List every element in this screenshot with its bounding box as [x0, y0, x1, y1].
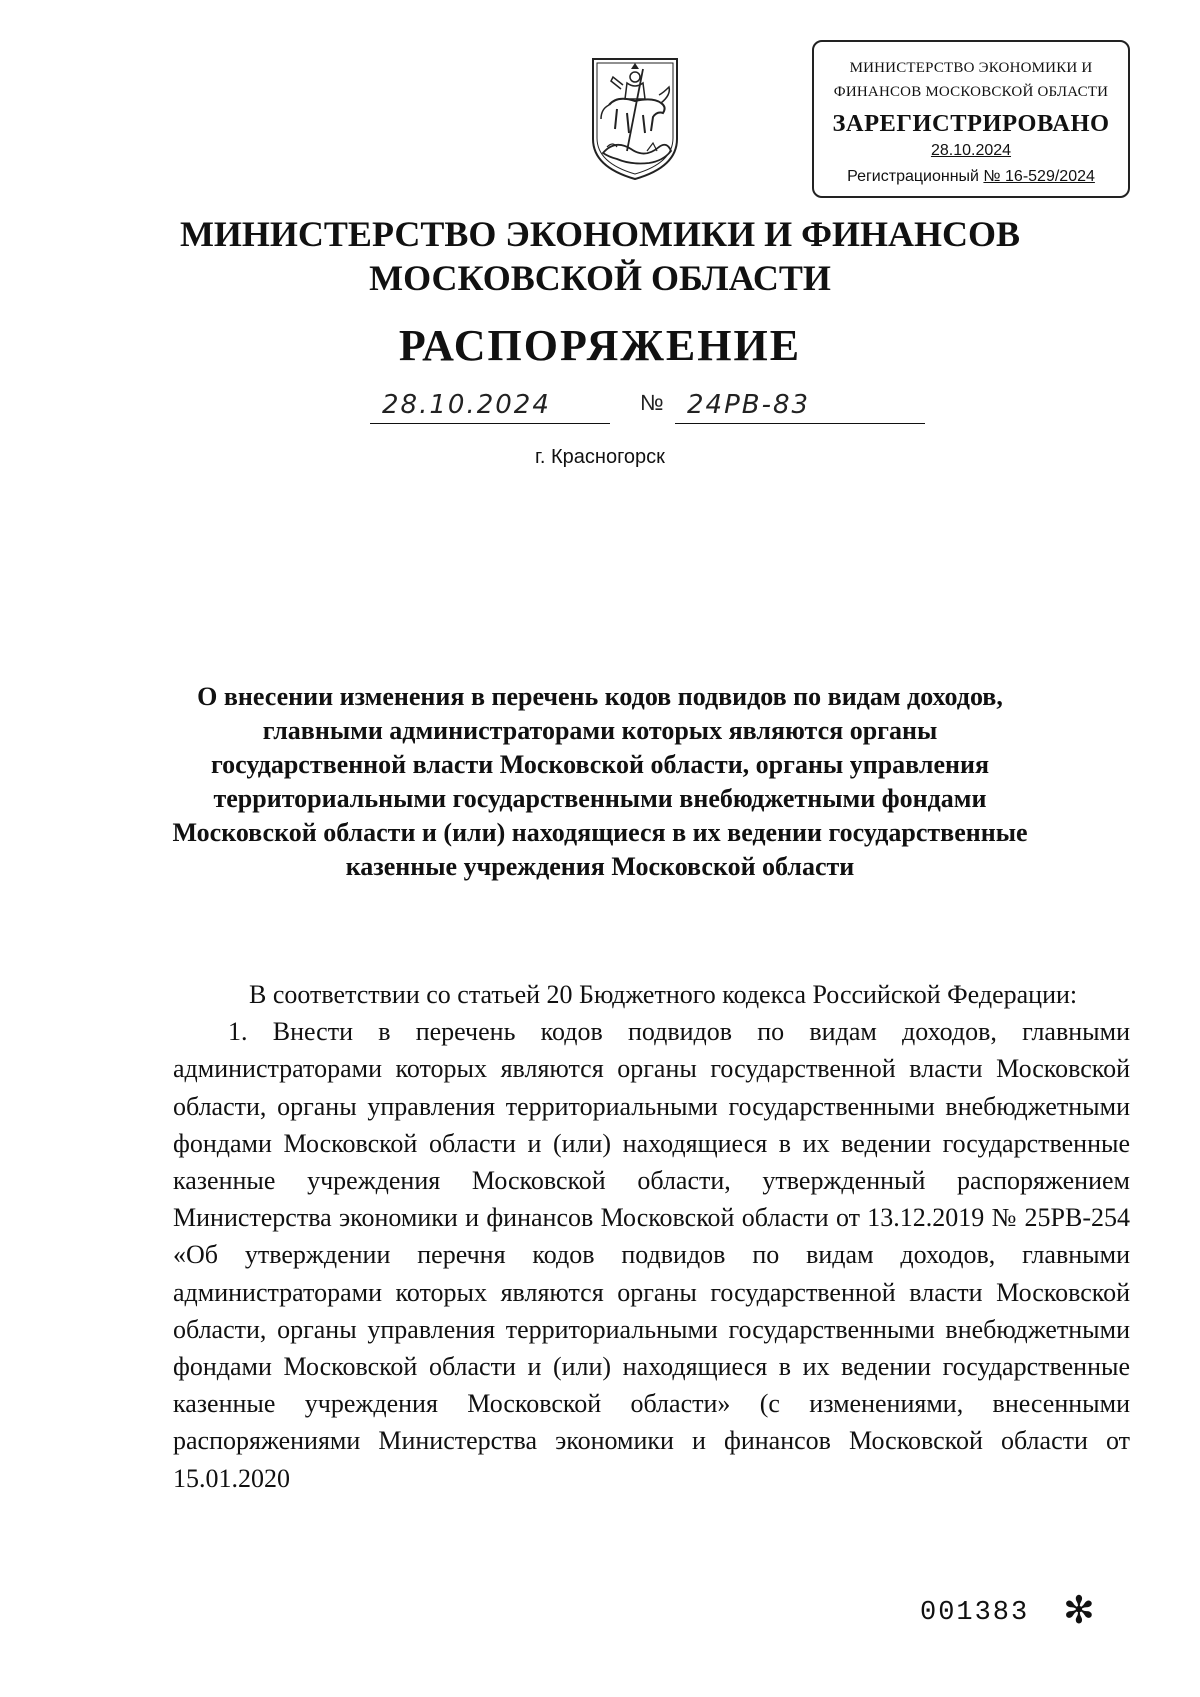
stamp-reg-label: Регистрационный	[847, 168, 979, 185]
ministry-line1: МИНИСТЕРСТВО ЭКОНОМИКИ И ФИНАНСОВ	[179, 214, 1021, 254]
handwritten-number: 24РВ-83	[675, 390, 925, 424]
date-number-line	[0, 392, 1200, 432]
coat-of-arms-icon	[587, 55, 683, 183]
document-type-title: РАСПОРЯЖЕНИЕ	[398, 321, 802, 370]
stamp-status: ЗАРЕГИСТРИРОВАНО	[832, 110, 1110, 137]
asterisk-mark-icon: ✻	[1063, 1588, 1095, 1632]
stamp-org-line2: ФИНАНСОВ МОСКОВСКОЙ ОБЛАСТИ	[833, 84, 1109, 100]
stamp-registration	[814, 168, 1128, 186]
city-line: г. Красногорск	[535, 446, 665, 468]
ministry-line2: МОСКОВСКОЙ ОБЛАСТИ	[369, 258, 831, 298]
ministry-heading	[0, 212, 1200, 300]
handwritten-date: 28.10.2024	[370, 390, 610, 424]
document-body	[173, 976, 1130, 1497]
number-sign: №	[640, 390, 666, 415]
stamp-org-line1: МИНИСТЕРСТВО ЭКОНОМИКИ И	[849, 60, 1093, 76]
registration-stamp	[812, 40, 1130, 198]
stamp-date: 28.10.2024	[930, 142, 1012, 159]
stamp-organization	[814, 56, 1128, 104]
document-subject: О внесении изменения в перечень кодов подвидов по видам доходов, главными администраторами которых являются органы государственной власти Московской области, органы управления территориальными государственными внебюджетными фондами Московской области и (или) находящиеся в их ведении государственные казенные учреждения Московской области	[172, 682, 1028, 881]
serial-number: 001383	[920, 1598, 1030, 1628]
item-1-paragraph: 1. Внести в перечень кодов подвидов по видам доходов, главными администраторами которых являются органы государственной власти Московской области, органы управления территориальными государственными внебюджетными фондами Московской области и (или) находящиеся в их ведении государственные казенные учреждения Московской области, утвержденный распоряжением Министерства экономики и финансов Московской области от 13.12.2019 № 25РВ-254 «Об утверждении перечня кодов подвидов по видам доходов, главными администраторами которых являются органы государственной власти Московской области, органы управления территориальными государственными внебюджетными фондами Московской области и (или) находящиеся в их ведении государственные казенные учреждения Московской области» (с изменениями, внесенными распоряжениями Министерства экономики и финансов Московской области от 15.01.2020	[173, 1017, 1130, 1493]
preamble-paragraph: В соответствии со статьей 20 Бюджетного кодекса Российской Федерации:	[249, 980, 1078, 1009]
stamp-reg-number: № 16-529/2024	[983, 168, 1095, 185]
